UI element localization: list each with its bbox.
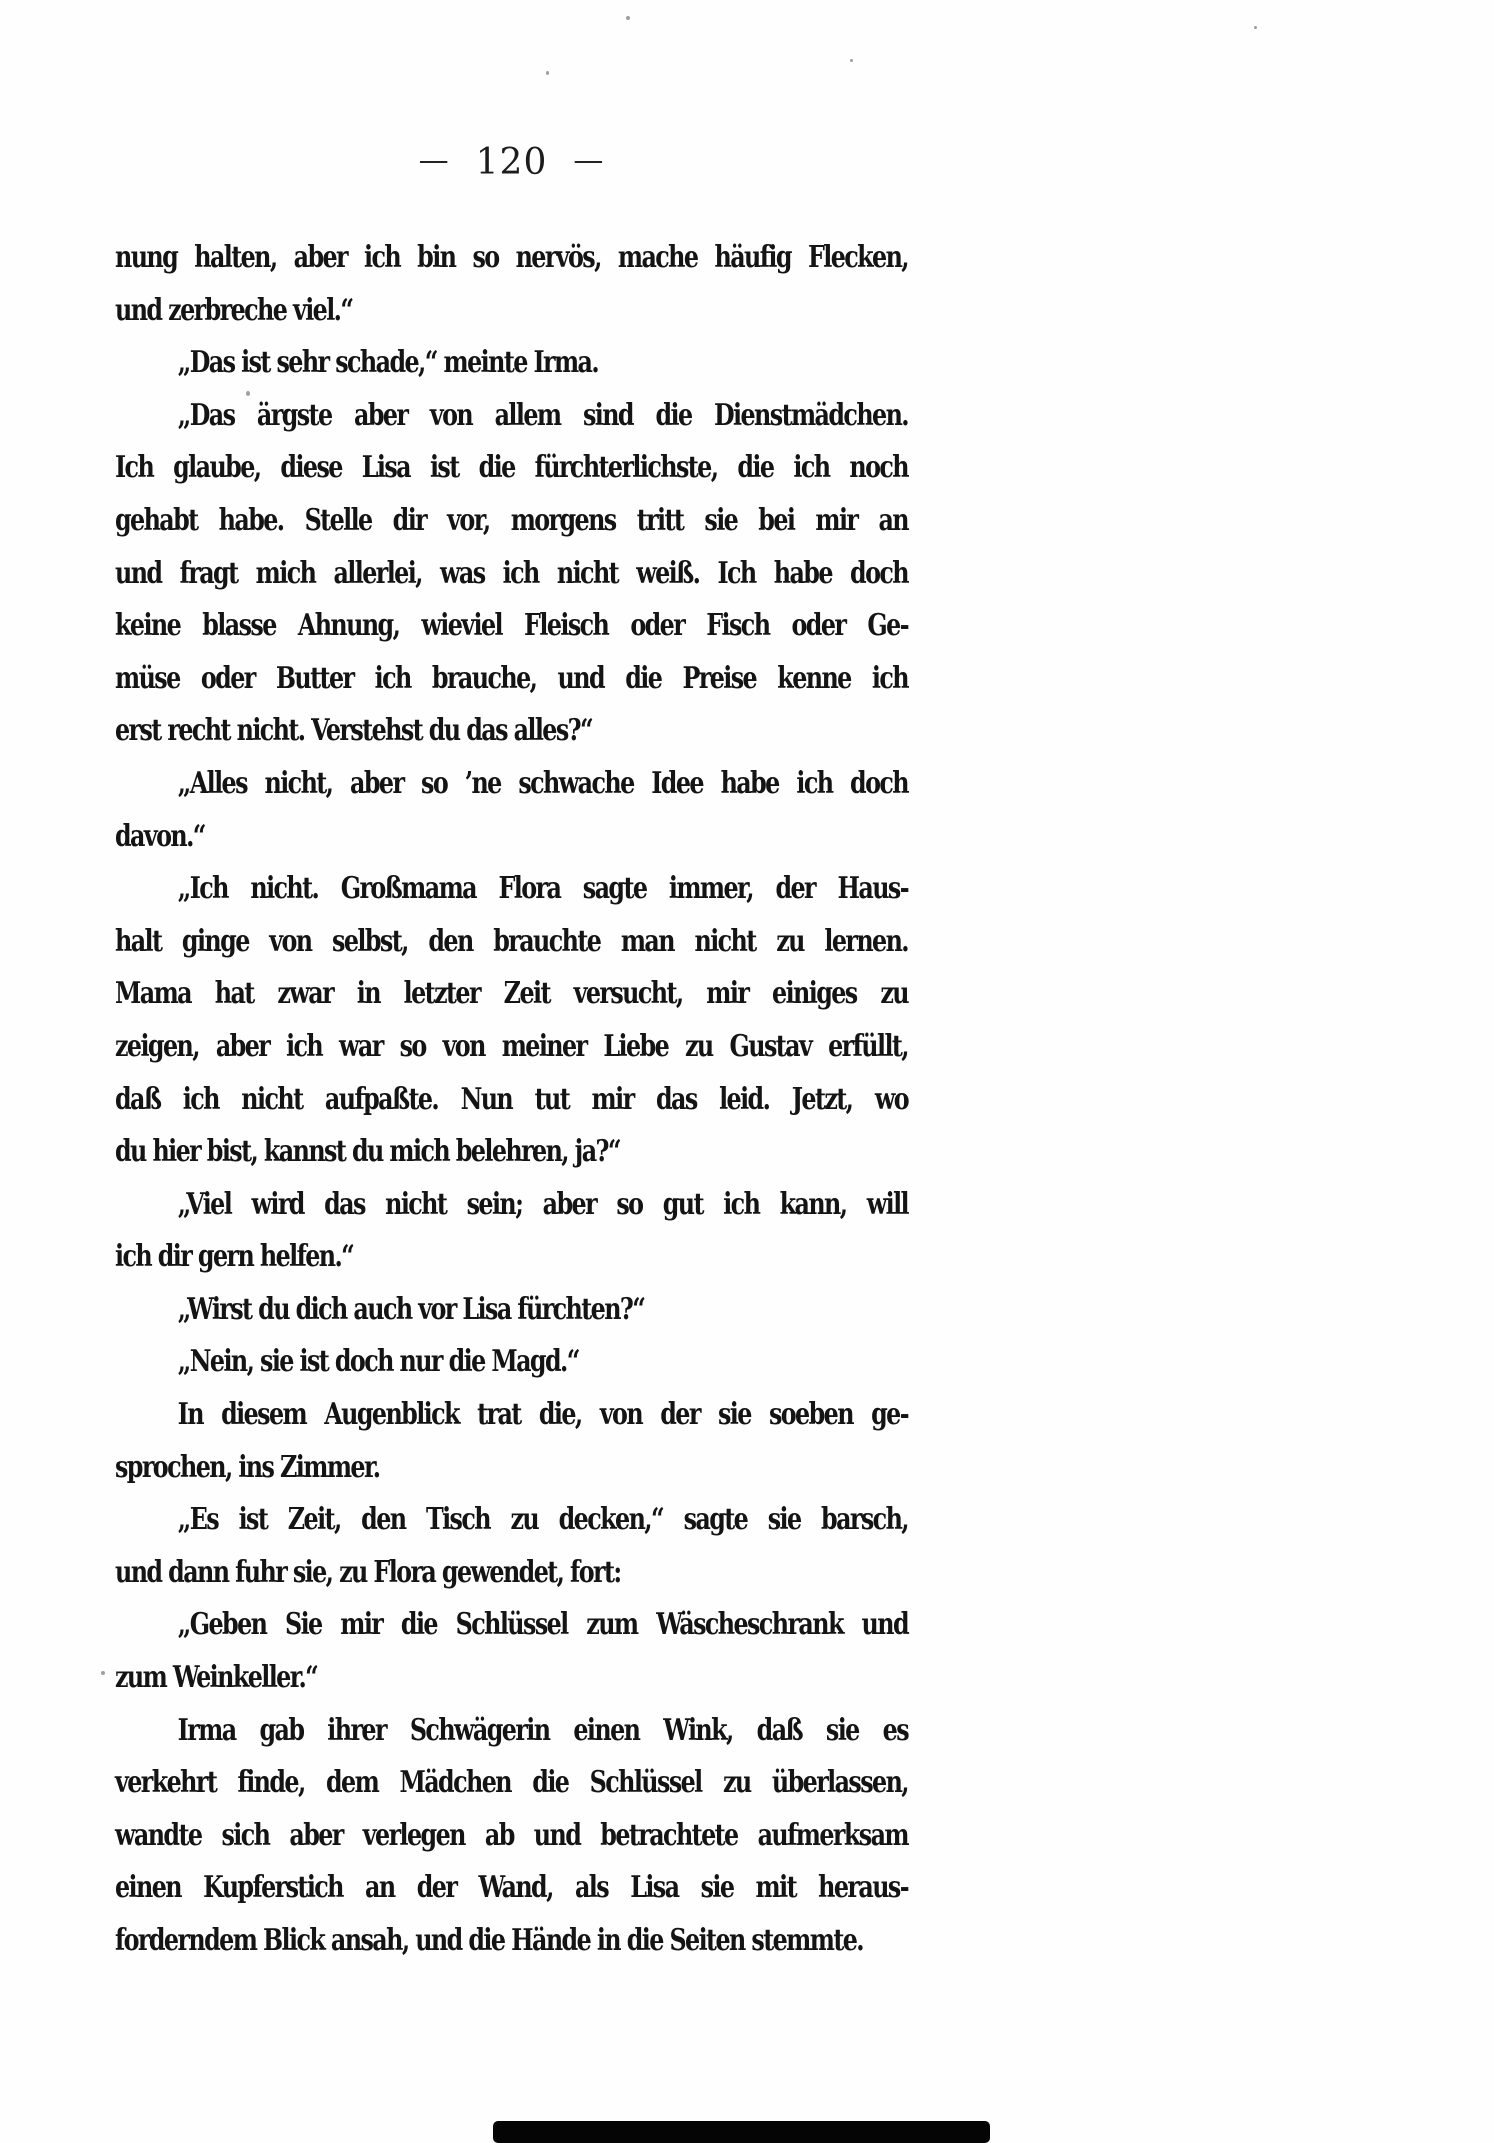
body-text [115,232,908,1968]
text-line: zum Weinkeller.“ [115,1660,318,1696]
text-line: Mama hat zwar in letzter Zeit versucht, mir einiges zu [115,976,908,1012]
scan-speck [546,71,549,75]
text-line: und dann fuhr sie, zu Flora gewendet, fort: [115,1554,621,1590]
text-line: ich dir gern helfen.“ [115,1239,354,1275]
text-line: „Nein, sie ist doch nur die Magd.“ [177,1344,579,1380]
scan-speck [101,1671,105,1675]
text-line: In diesem Augenblick trat die, von der sie soeben ge- [177,1397,909,1433]
text-line: daß ich nicht aufpaßte. Nun tut mir das leid. Jetzt, wo [115,1081,908,1117]
text-line: erst recht nicht. Verstehst du das alles?“ [115,713,593,749]
text-line: „Wirst du dich auch vor Lisa fürchten?“ [177,1291,645,1327]
text-line: davon.“ [115,818,205,854]
scan-speck [626,16,630,20]
text-line: „Viel wird das nicht sein; aber so gut ich kann, will [177,1186,909,1222]
text-line: nung halten, aber ich bin so nervös, mache häufig Flecken, [115,240,908,275]
page-header [115,142,908,183]
text-line: verkehrt finde, dem Mädchen die Schlüssel zu überlassen, [115,1765,908,1801]
scan-speck [246,391,250,396]
text-line: gehabt habe. Stelle dir vor, morgens tritt sie bei mir an [115,502,908,538]
text-line: keine blasse Ahnung, wieviel Fleisch oder Fisch oder Ge- [115,608,908,644]
text-line: wandte sich aber verlegen ab und betrachtete aufmerksam [115,1817,908,1853]
text-line: „Geben Sie mir die Schlüssel zum Wäscheschrank und [177,1607,909,1643]
scan-speck [850,59,853,62]
header-rule-right: — [573,143,605,178]
text-line: und fragt mich allerlei, was ich nicht weiß. Ich habe doch [115,555,908,591]
header-rule-left: — [418,143,450,178]
text-line: „Das ärgste aber von allem sind die Dienstmädchen. [177,397,909,433]
scan-artifact-bar [493,2121,990,2143]
text-line: halt ginge von selbst, den brauchte man nicht zu lernen. [115,923,908,959]
scan-speck [1254,26,1257,29]
page-number: 120 [475,142,548,183]
text-line: müse oder Butter ich brauche, und die Preise kenne ich [115,660,908,696]
text-line: forderndem Blick ansah, und die Hände in die Seiten stemmte. [115,1923,863,1958]
text-line: sprochen, ins Zimmer. [115,1449,380,1485]
text-line: Irma gab ihrer Schwägerin einen Wink, daß sie es [177,1712,909,1748]
text-line: zeigen, aber ich war so von meiner Liebe zu Gustav erfüllt, [115,1028,908,1064]
text-line: „Alles nicht, aber so ’ne schwache Idee habe ich doch [177,765,909,801]
text-line: einen Kupferstich an der Wand, als Lisa sie mit heraus- [115,1870,908,1906]
text-line: Ich glaube, diese Lisa ist die fürchterlichste, die ich noch [115,450,908,486]
text-line: „Das ist sehr schade,“ meinte Irma. [177,345,599,381]
text-line: „Es ist Zeit, den Tisch zu decken,“ sagte sie barsch, [177,1502,909,1538]
text-line: und zerbreche viel.“ [115,292,353,328]
text-line: „Ich nicht. Großmama Flora sagte immer, der Haus- [177,871,909,907]
text-line: du hier bist, kannst du mich belehren, ja?“ [115,1134,620,1170]
